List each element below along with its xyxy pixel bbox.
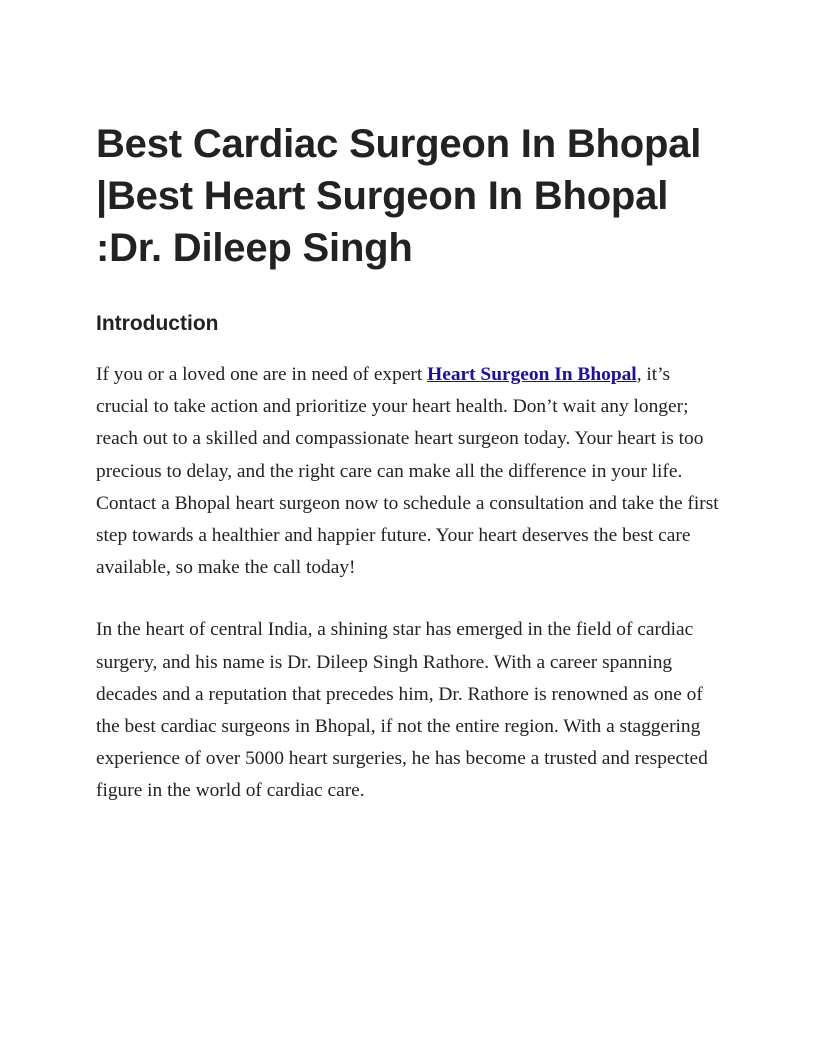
heart-surgeon-link[interactable]: Heart Surgeon In Bhopal xyxy=(427,364,637,385)
intro-text-before-link: If you or a loved one are in need of expert xyxy=(96,364,428,385)
intro-paragraph xyxy=(96,359,726,584)
intro-text-after-link: , it’s crucial to take action and prioritize your heart health. Don’t wait any longer; reach out to a skilled and compassionate heart surgeon today. Your heart is too precious to delay, and the right care can make all the difference in your life. Contact a Bhopal heart surgeon now to schedule a consultation and take the first step towards a healthier and happier future. Your heart deserves the best care available, so make the call today! xyxy=(96,364,719,579)
about-doctor-paragraph: In the heart of central India, a shining star has emerged in the field of cardiac surgery, and his name is Dr. Dileep Singh Rathore. With a career spanning decades and a reputation that precedes him, Dr. Rathore is renowned as one of the best cardiac surgeons in Bhopal, if not the entire region. With a staggering experience of over 5000 heart surgeries, he has become a trusted and respected figure in the world of cardiac care. xyxy=(96,619,708,802)
page-title: Best Cardiac Surgeon In Bhopal |Best Heart Surgeon In Bhopal :Dr. Dileep Singh xyxy=(96,122,702,270)
document-page xyxy=(96,118,726,808)
section-heading-introduction: Introduction xyxy=(96,312,219,335)
